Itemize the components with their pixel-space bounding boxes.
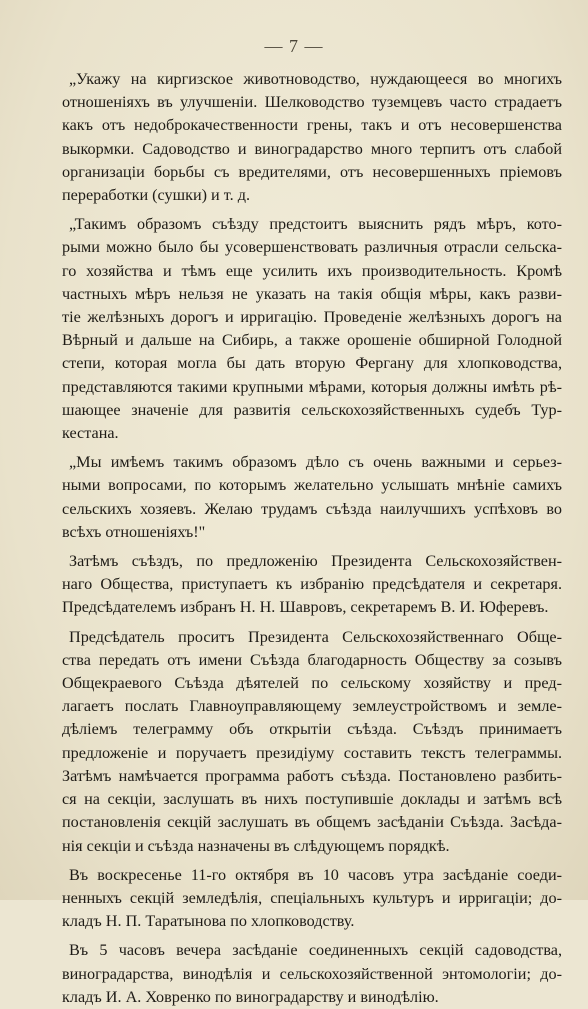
text-line: предложеніе и поручаетъ президіуму составить текстъ телеграммы. [62, 743, 562, 762]
text-line: ся на секціи, заслушать въ нихъ поступившіе доклады и затѣмъ всѣ [62, 790, 562, 809]
text-line: Общекраевого Съѣзда дѣятелей по сельскому хозяйству и пред- [62, 674, 562, 693]
text-line: лагаетъ послать Главноуправляющему землеустройствомъ и земле- [62, 697, 562, 716]
text-line: Предсѣдателемъ избранъ Н. Н. Шавровъ, секретаремъ В. И. Юферевъ. [62, 598, 549, 617]
text-line: представляются такими крупными мѣрами, которыя должны имѣть рѣ- [62, 377, 562, 396]
text-line: Предсѣдатель проситъ Президента Сельскохозяйственнаго Обще- [69, 627, 562, 646]
paragraph [62, 68, 562, 207]
text-line: выкормки. Садоводство и виноградарство много терпитъ отъ слабой [62, 139, 562, 158]
text-line: виноградарства, винодѣлія и сельскохозяйственной энтомологіи; до- [62, 964, 562, 983]
text-line: переработки (сушки) и т. д. [62, 186, 250, 205]
text-line: дѣліемъ телеграмму объ открытіи съѣзда. Съѣздъ принимаетъ [62, 720, 562, 739]
text-line: ства передать отъ имени Съѣзда благодарность Обществу за созывъ [62, 650, 562, 669]
text-line: шающее значеніе для развитія сельскохозяйственныхъ судебъ Тур- [62, 400, 562, 419]
text-line: рыми можно было бы усовершенствовать различныя отрасли сельска- [62, 238, 562, 257]
paragraph [62, 550, 562, 620]
text-line: сельскихъ хозяевъ. Желаю трудамъ съѣзда наилучшихъ успѣховъ во [62, 499, 562, 518]
text-line: постановленія секцій заслушать въ общемъ засѣданіи Съѣзда. Засѣда- [62, 813, 562, 832]
text-line: Въ 5 часовъ вечера засѣданіе соединенныхъ секцій садоводства, [69, 941, 562, 960]
text-line: ненныхъ секцій земледѣлія, спеціальныхъ культуръ и ирригаціи; до- [62, 888, 562, 907]
text-line: всѣхъ отношеніяхъ!" [62, 522, 206, 541]
text-line: какъ отъ недоброкачественности грены, такъ и отъ несовершенства [62, 116, 562, 135]
text-line: нія секціи и съѣзда назначены въ слѣдующемъ порядкѣ. [62, 836, 450, 855]
paragraph [62, 626, 562, 858]
text-line: наго Общества, приступаетъ къ избранію предсѣдателя и секретаря. [62, 575, 562, 594]
paragraph [62, 864, 562, 934]
text-line: организаціи борьбы съ вредителями, отъ несовершенныхъ пріемовъ [62, 162, 562, 181]
text-line: „Укажу на киргизское животноводство, нуждающееся во многихъ [69, 70, 562, 88]
paragraph [62, 451, 562, 544]
text-line: частныхъ мѣръ нельзя не указать на такія общія мѣры, какъ разви- [62, 284, 562, 303]
text-line: Затѣмъ съѣздъ, по предложенію Президента Сельскохозяйствен- [69, 552, 562, 571]
text-line: „Такимъ образомъ съѣзду предстоитъ выяснить рядъ мѣръ, кото- [69, 215, 562, 234]
paragraph [62, 939, 562, 1009]
page-number: — 7 — [264, 36, 324, 56]
text-line: го хозяйства и тѣмъ еще усилить ихъ производительность. Кромѣ [62, 261, 562, 280]
text-line: кладъ Н. П. Таратынова по хлопководству. [62, 912, 355, 931]
text-line: степи, которая могла бы дать вторую Фергану для хлопководства, [62, 354, 562, 373]
text-line: ными вопросами, по которымъ желательно услышать мнѣніе самихъ [62, 476, 562, 495]
text-line: Вѣрный и дальше на Сибирь, а также орошеніе обширной Голодной [62, 331, 562, 350]
text-line: Затѣмъ намѣчается программа работъ съѣзда. Постановлено разбить- [62, 766, 562, 785]
text-line: тіе желѣзныхъ дорогъ и ирригацію. Проведеніе желѣзныхъ дорогъ на [62, 308, 562, 327]
text-line: „Мы имѣемъ такимъ образомъ дѣло съ очень важными и серьез- [69, 453, 562, 472]
text-line: кладъ И. А. Ховренко по виноградарству и винодѣлію. [62, 987, 439, 1006]
text-line: отношеніяхъ въ улучшеніи. Шелководство туземцевъ часто страдаетъ [62, 93, 562, 112]
text-line: кестана. [62, 424, 119, 443]
text-line: Въ воскресенье 11-го октября въ 10 часовъ утра засѣданіе соеди- [69, 865, 562, 884]
paragraph [62, 213, 562, 445]
body-text [62, 68, 562, 1009]
